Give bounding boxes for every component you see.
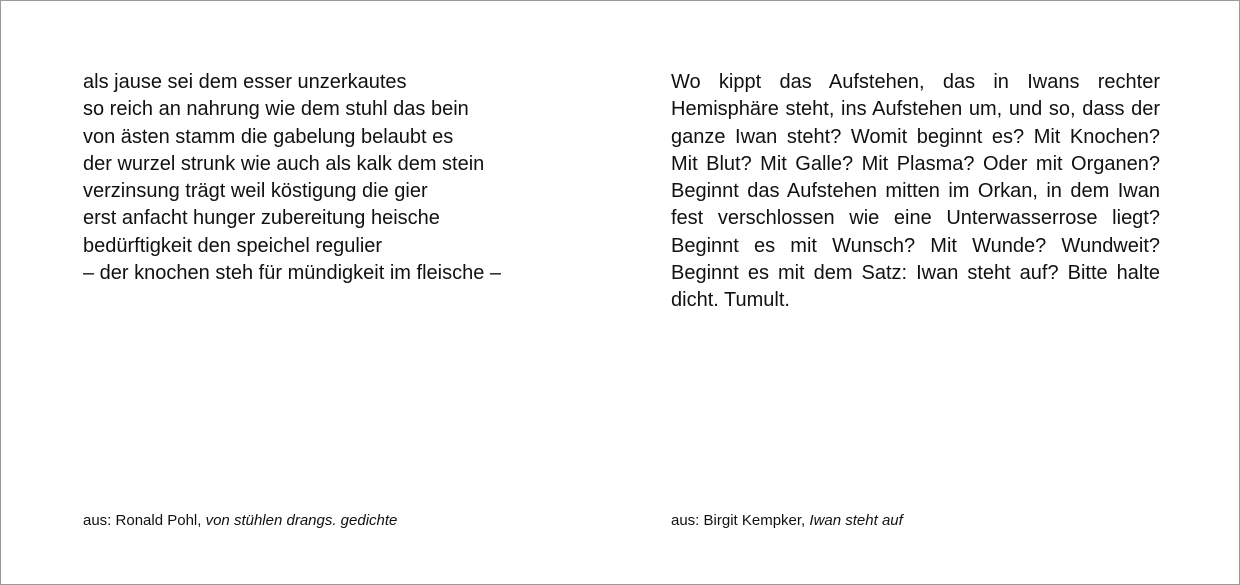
prose-column [671, 69, 1160, 315]
poem-column [83, 69, 603, 287]
citation-prefix: aus: Birgit Kempker, [671, 512, 806, 529]
citation-title: Iwan steht auf [809, 512, 903, 529]
poem-line: von ästen stamm die gabelung belaubt es [83, 125, 454, 148]
source-citation-left [83, 511, 397, 531]
poem-line: der wurzel strunk wie auch als kalk dem stein [83, 152, 485, 175]
poem-line: verzinsung trägt weil köstigung die gier [83, 180, 428, 203]
poem-line: als jause sei dem esser unzerkautes [83, 71, 407, 93]
source-citation-right [671, 511, 903, 531]
poem-line: bedürftigkeit den speichel regulier [83, 234, 383, 257]
poem-line: – der knochen steh für mündigkeit im fleische – [83, 262, 501, 285]
citation-title: von stühlen drangs. gedichte [205, 512, 398, 529]
poem-line: so reich an nahrung wie dem stuhl das bein [83, 98, 469, 121]
poem-line: erst anfacht hunger zubereitung heische [83, 207, 440, 230]
citation-prefix: aus: Ronald Pohl, [83, 512, 202, 529]
prose-paragraph: Wo kippt das Aufstehen, das in Iwans rechter Hemisphäre steht, ins Aufstehen um, und so, dass der ganze Iwan steht? Womit beginnt es? Mit Knochen? Mit Blut? Mit Galle? Mit Plasma? Oder mit Organen? Beginnt das Aufstehen mitten im Orkan, in dem Iwan fest verschlossen wie eine Unterwasserrose liegt? Beginnt es mit Wunsch? Mit Wunde? Wundweit? Beginnt es mit dem Satz: Iwan steht auf? Bitte halte dicht. Tumult. [671, 71, 1160, 312]
